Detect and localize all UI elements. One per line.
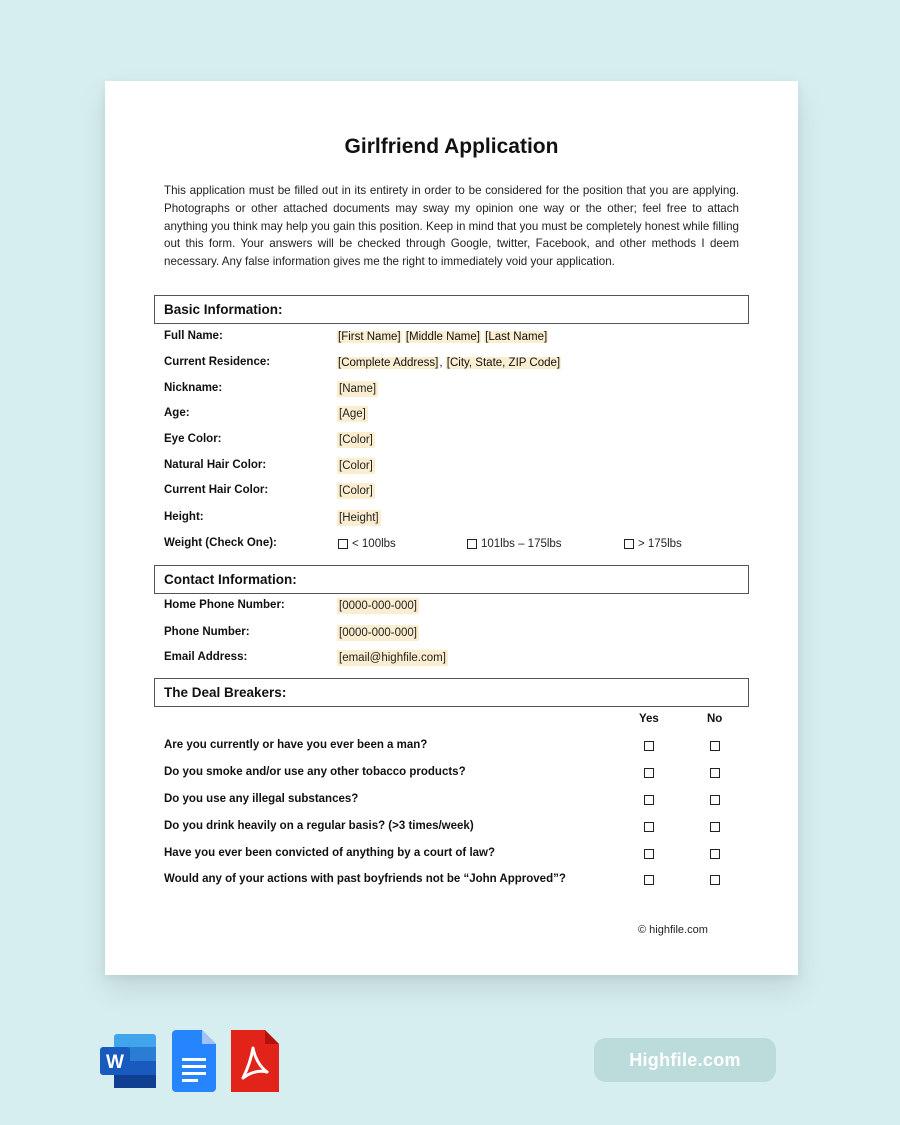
section-basic-information: Basic Information:: [154, 295, 749, 324]
phone-value[interactable]: [0000-000-000]: [339, 627, 418, 639]
deal-breaker-question: Are you currently or have you ever been a man?: [164, 739, 428, 751]
first-name-placeholder[interactable]: [First Name]: [338, 331, 401, 343]
city-placeholder[interactable]: [City, State, ZIP Code]: [446, 357, 561, 369]
no-checkbox[interactable]: [710, 768, 720, 778]
nickname-label: Nickname:: [164, 382, 223, 394]
document-page: [105, 81, 798, 975]
eye-color-label: Eye Color:: [164, 433, 222, 445]
yes-checkbox[interactable]: [644, 849, 654, 859]
no-checkbox[interactable]: [710, 875, 720, 885]
no-checkbox[interactable]: [710, 741, 720, 751]
natural-hair-value[interactable]: [Color]: [339, 460, 373, 472]
no-checkbox[interactable]: [710, 849, 720, 859]
deal-breaker-question: Have you ever been convicted of anything by a court of law?: [164, 847, 496, 859]
home-phone-label: Home Phone Number:: [164, 599, 285, 611]
eye-color-value[interactable]: [Color]: [339, 434, 373, 446]
yes-checkbox[interactable]: [644, 822, 654, 832]
copyright-text: © highfile.com: [638, 924, 708, 936]
email-value[interactable]: [email@highfile.com]: [339, 652, 446, 664]
current-hair-value[interactable]: [Color]: [339, 485, 373, 497]
age-value[interactable]: [Age]: [339, 408, 366, 420]
full-name-label: Full Name:: [164, 330, 223, 342]
checkbox[interactable]: [467, 539, 477, 549]
weight-option-3[interactable]: [624, 536, 682, 552]
pdf-icon[interactable]: [231, 1030, 279, 1092]
full-name-value[interactable]: [337, 329, 548, 345]
weight-option-label: > 175lbs: [638, 538, 682, 550]
weight-option-1[interactable]: [338, 536, 396, 552]
age-label: Age:: [164, 407, 190, 419]
deal-breaker-question: Do you drink heavily on a regular basis? (>3 times/week): [164, 820, 474, 832]
nickname-value[interactable]: [Name]: [339, 383, 377, 395]
deal-breaker-question: Do you use any illegal substances?: [164, 793, 359, 805]
height-label: Height:: [164, 511, 204, 523]
google-docs-icon[interactable]: [172, 1030, 218, 1092]
yes-checkbox[interactable]: [644, 741, 654, 751]
checkbox[interactable]: [624, 539, 634, 549]
intro-paragraph: This application must be filled out in its entirety in order to be considered for the position that you are applying. Photographs or other attached documents may sway my opinion one way or the other; feel free to attach anything you think may help you gain this position. Keep in mind that you must be completely honest while filling out this form. Your answers will be checked through Google, twitter, Facebook, and other methods I deem necessary. Any false information gives me the right to immediately void your application.: [164, 184, 739, 269]
weight-option-2[interactable]: [467, 536, 562, 552]
deal-breaker-question: Do you smoke and/or use any other tobacco products?: [164, 766, 466, 778]
word-icon-letter: W: [106, 1052, 124, 1073]
natural-hair-label: Natural Hair Color:: [164, 459, 267, 471]
phone-label: Phone Number:: [164, 626, 250, 638]
no-checkbox[interactable]: [710, 795, 720, 805]
no-checkbox[interactable]: [710, 822, 720, 832]
word-icon[interactable]: [100, 1030, 158, 1092]
highfile-brand-badge[interactable]: Highfile.com: [594, 1038, 776, 1082]
deal-breaker-question: Would any of your actions with past boyfriends not be “John Approved”?: [164, 873, 566, 885]
home-phone-value[interactable]: [0000-000-000]: [339, 600, 418, 612]
last-name-placeholder[interactable]: [Last Name]: [485, 331, 548, 343]
weight-label: Weight (Check One):: [164, 537, 277, 549]
email-label: Email Address:: [164, 651, 248, 663]
yes-column-header: Yes: [639, 713, 659, 725]
yes-checkbox[interactable]: [644, 795, 654, 805]
residence-value[interactable]: [337, 355, 561, 371]
residence-label: Current Residence:: [164, 356, 271, 368]
no-column-header: No: [707, 713, 723, 725]
document-title: Girlfriend Application: [344, 135, 559, 158]
address-separator: ,: [439, 357, 443, 369]
checkbox[interactable]: [338, 539, 348, 549]
current-hair-label: Current Hair Color:: [164, 484, 269, 496]
section-contact-information: Contact Information:: [154, 565, 749, 594]
weight-option-label: 101lbs – 175lbs: [481, 538, 562, 550]
height-value[interactable]: [Height]: [339, 512, 379, 524]
address-placeholder[interactable]: [Complete Address]: [338, 357, 439, 369]
yes-checkbox[interactable]: [644, 875, 654, 885]
yes-checkbox[interactable]: [644, 768, 654, 778]
weight-option-label: < 100lbs: [352, 538, 396, 550]
middle-name-placeholder[interactable]: [Middle Name]: [405, 331, 480, 343]
section-deal-breakers: The Deal Breakers:: [154, 678, 749, 707]
